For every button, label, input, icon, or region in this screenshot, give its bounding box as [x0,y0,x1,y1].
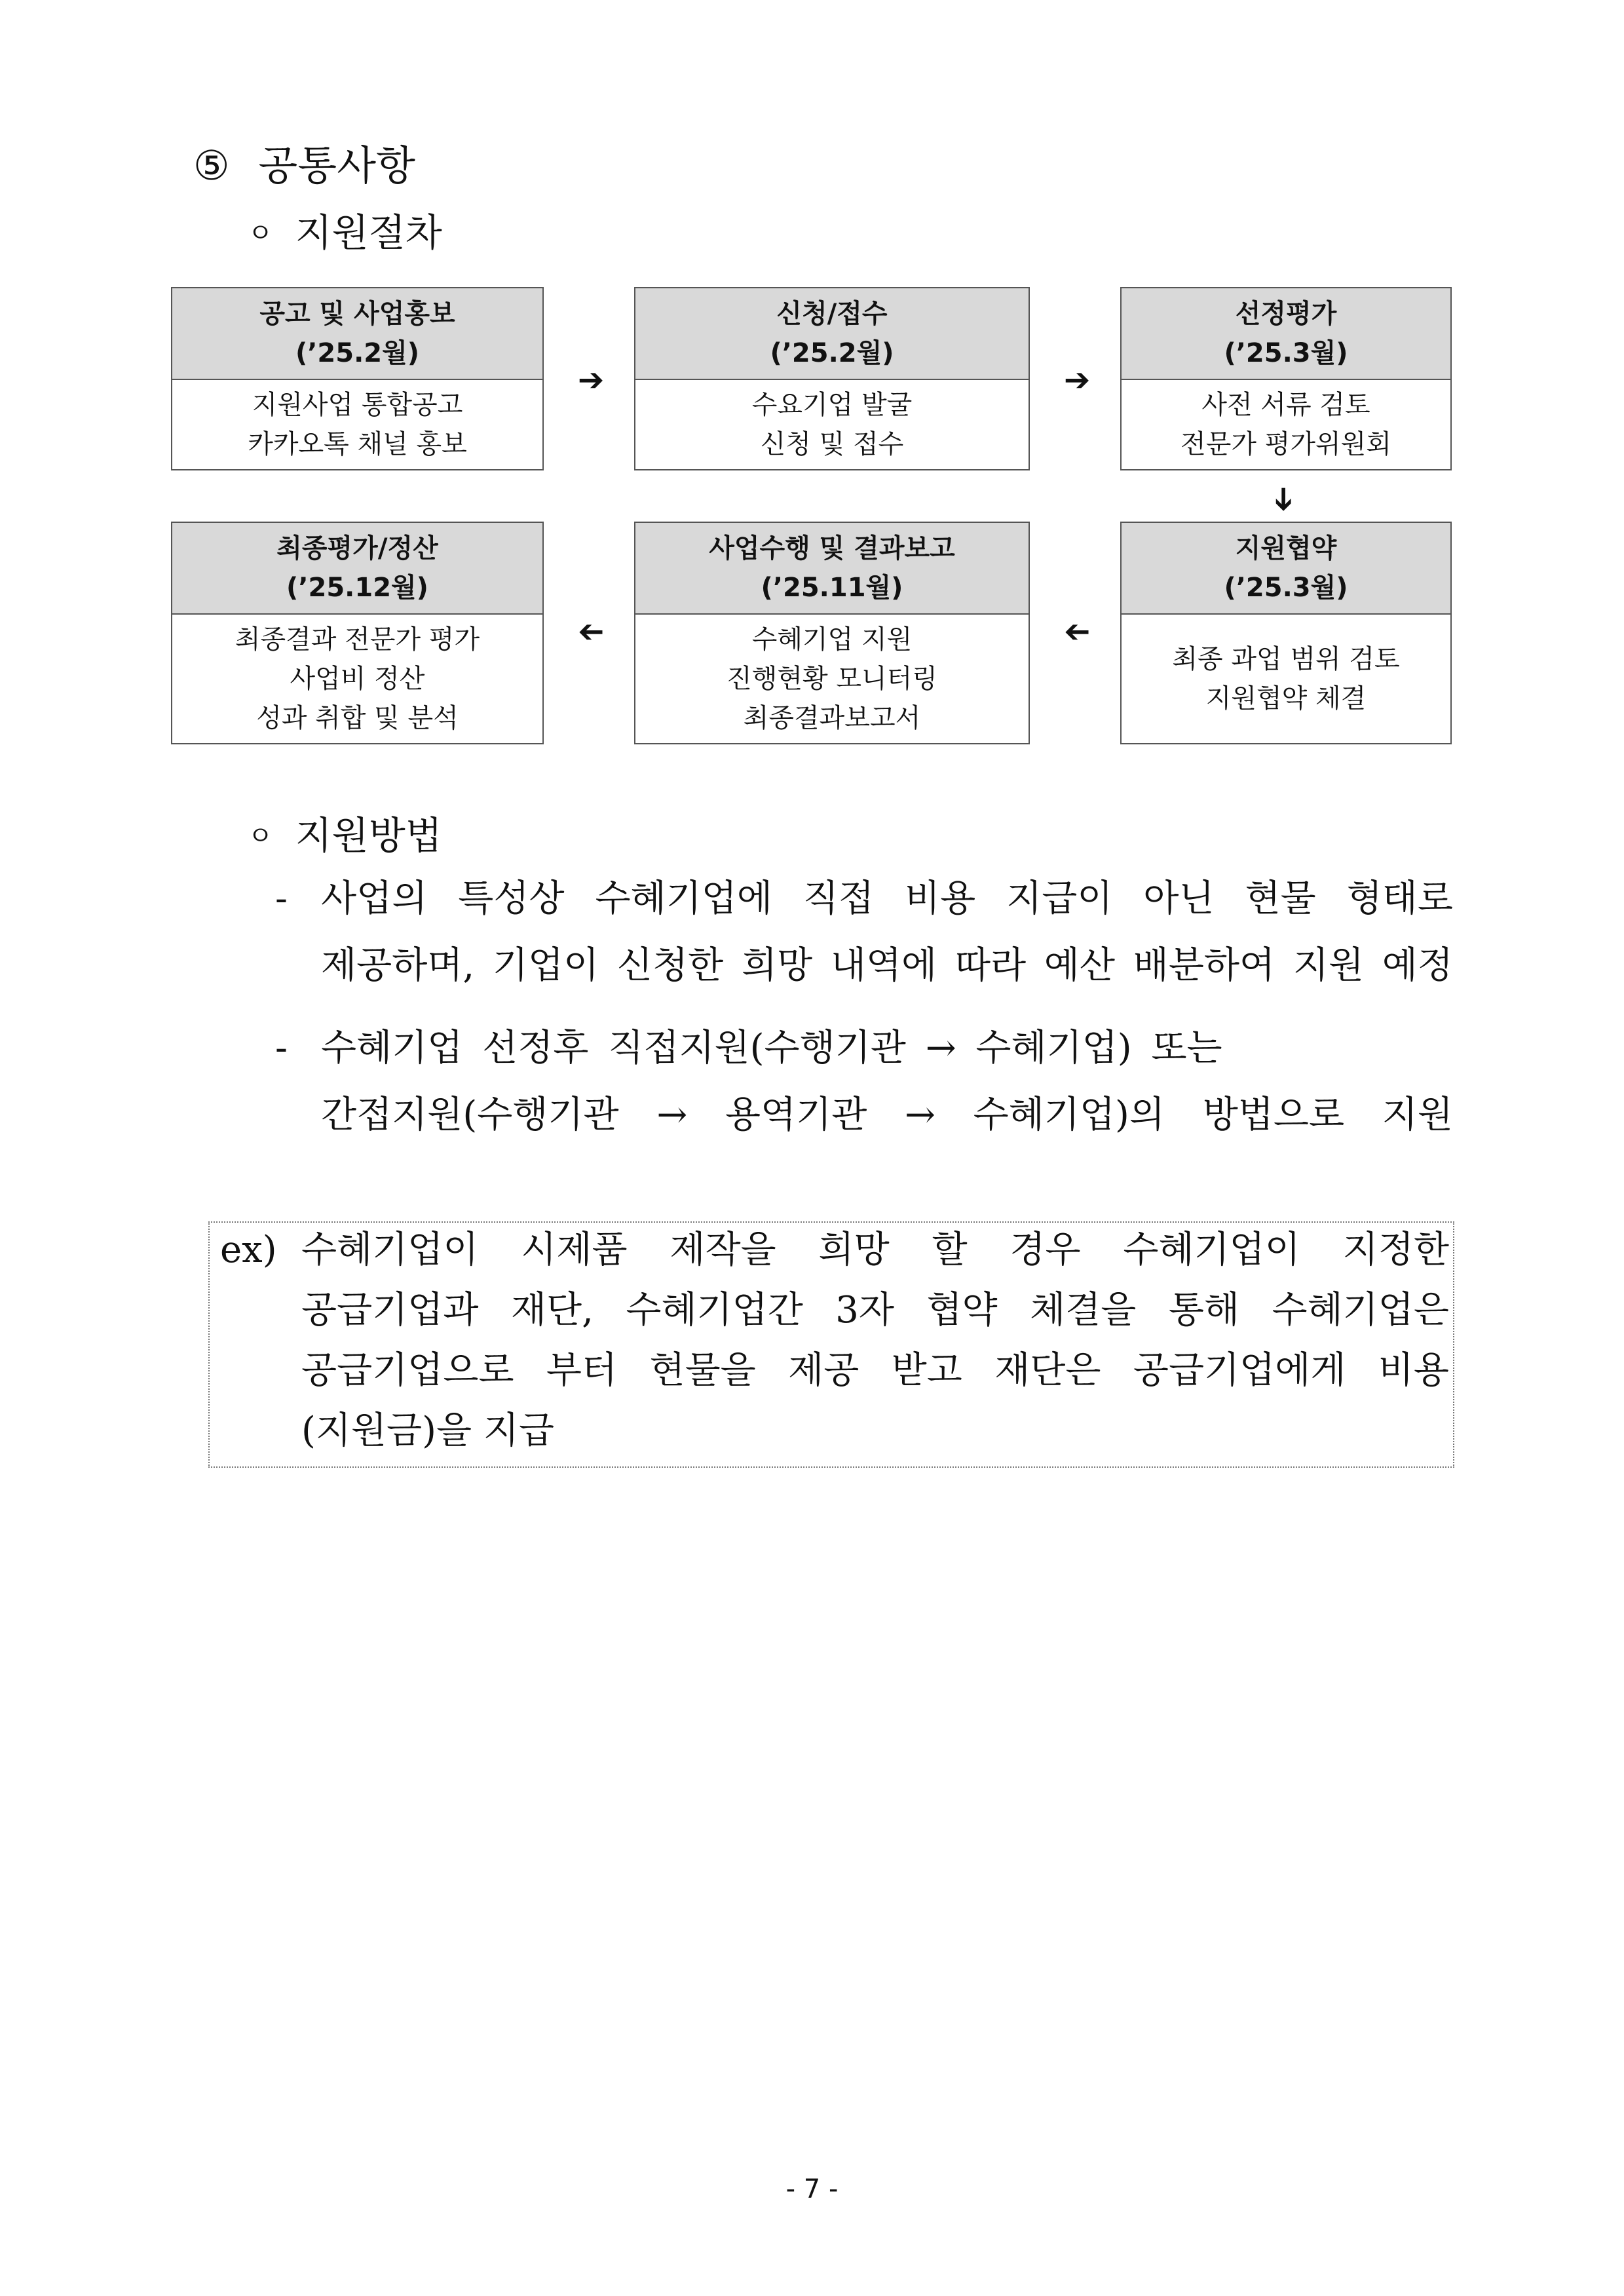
step-title: 사업수행 및 결과보고 [709,533,955,564]
arrow-right-icon: ➔ [578,362,605,398]
step-box-6 [171,522,544,744]
step-line: 수혜기업 지원 [751,624,913,655]
step-line: 최종 과업 범위 검토 [1172,644,1400,674]
step-header [635,288,1029,380]
method-item-1-line-2: 제공하며, 기업이 신청한 희망 내역에 따라 예산 배분하여 지원 예정 [321,944,1453,987]
step-box-4 [1120,522,1452,744]
step-box-2 [634,287,1030,470]
section-title: 공통사항 [258,142,415,189]
step-header [635,523,1029,615]
example-line-2: 공급기업과 재단, 수혜기업간 3자 협약 체결을 통해 수혜기업은 [301,1289,1449,1331]
step-header [1122,288,1450,380]
example-prefix: ex) [220,1229,277,1271]
step-line: 사업비 정산 [290,664,425,694]
step-body [172,615,542,743]
step-line: 신청 및 접수 [760,429,904,459]
example-line-4: (지원금)을 지급 [301,1409,555,1452]
step-box-5 [634,522,1030,744]
dash-mark: - [275,1027,288,1069]
step-body [1122,380,1450,469]
step-title: 신청/접수 [776,299,888,329]
step-line: 지원사업 통합공고 [252,390,463,420]
method-item-2-line-2: 간접지원(수행기관 → 용역기관 → 수혜기업)의 방법으로 지원 [321,1094,1453,1136]
method-item-2-line-1: 수혜기업 선정후 직접지원(수행기관 → 수혜기업) 또는 [321,1027,1222,1069]
step-date: (’25.11월) [761,573,903,603]
method-heading [248,813,442,858]
method-item-1-line-1: 사업의 특성상 수혜기업에 직접 비용 지급이 아닌 현물 형태로 [321,877,1453,920]
procedure-title: 지원절차 [295,210,442,255]
step-date: (’25.12월) [286,573,428,603]
arrow-down-icon: ➔ [1266,486,1303,513]
step-line: 수요기업 발굴 [751,390,913,420]
step-line: 진행현황 모니터링 [727,664,937,694]
step-title: 선정평가 [1235,299,1337,329]
step-header [1122,523,1450,615]
step-line: 사전 서류 검토 [1201,390,1370,420]
step-header [172,523,542,615]
section-number: ⑤ [193,142,230,189]
arrow-right-icon: ➔ [1064,362,1091,398]
step-line: 지원협약 체결 [1205,683,1367,714]
step-line: 성과 취합 및 분석 [256,703,459,733]
dash-mark: - [275,877,288,920]
step-body [635,380,1029,469]
step-title: 지원협약 [1235,533,1337,564]
step-date: (’25.2월) [770,338,894,368]
step-body [172,380,542,469]
step-line: 최종결과 전문가 평가 [235,624,480,655]
arrow-left-icon: ➔ [578,613,605,650]
step-box-3 [1120,287,1452,470]
step-line: 최종결과보고서 [743,703,921,733]
step-title: 공고 및 사업홍보 [259,299,455,329]
bullet-mark: ㅇ [248,821,273,851]
step-date: (’25.3월) [1224,573,1348,603]
step-header [172,288,542,380]
arrow-left-icon: ➔ [1064,613,1091,650]
step-body [1122,615,1450,743]
step-line: 전문가 평가위원회 [1180,429,1391,459]
method-title: 지원방법 [295,813,442,858]
step-box-1 [171,287,544,470]
bullet-mark: ㅇ [248,218,273,248]
example-line-1: 수혜기업이 시제품 제작을 희망 할 경우 수혜기업이 지정한 [301,1229,1449,1271]
example-line-3: 공급기업으로 부터 현물을 제공 받고 재단은 공급기업에게 비용 [301,1349,1449,1392]
step-title: 최종평가/정산 [276,533,438,564]
section-heading [193,142,415,189]
page-number: - 7 - [785,2174,839,2204]
step-date: (’25.2월) [295,338,420,368]
step-body [635,615,1029,743]
procedure-heading [248,210,442,255]
step-line: 카카오톡 채널 홍보 [248,429,467,459]
step-date: (’25.3월) [1224,338,1348,368]
